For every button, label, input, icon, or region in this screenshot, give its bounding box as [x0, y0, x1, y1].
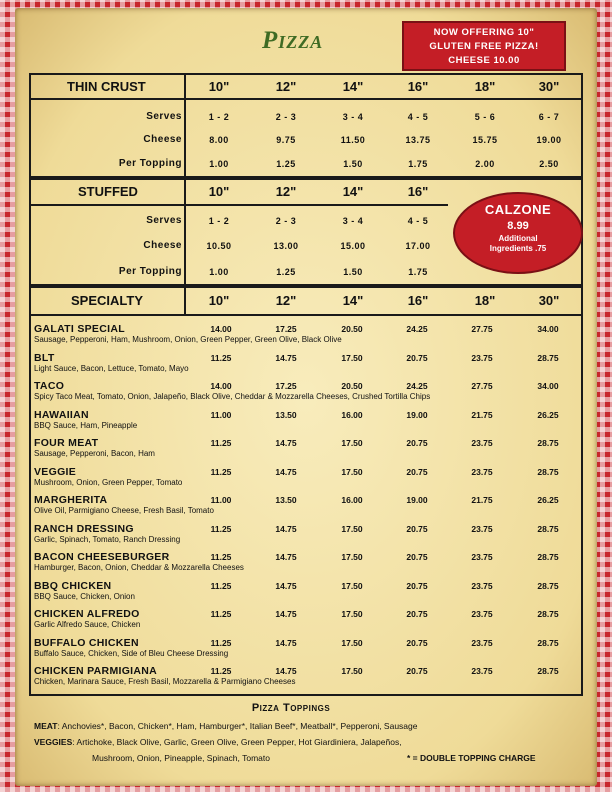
specialty-price: 11.25 — [210, 609, 232, 619]
specialty-name: VEGGIE — [34, 465, 77, 478]
specialty-price: 14.75 — [275, 666, 297, 676]
price-cell: 1 - 2 — [208, 216, 230, 226]
specialty-price: 14.75 — [275, 352, 297, 363]
specialty-price: 28.75 — [537, 580, 559, 591]
specialty-price: 11.25 — [210, 523, 232, 534]
size-header: 16" — [407, 79, 429, 94]
specialty-price: 20.75 — [406, 523, 428, 534]
price-cell: 11.50 — [340, 135, 366, 145]
price-cell: 6 - 7 — [538, 112, 560, 122]
specialty-price: 23.75 — [471, 637, 493, 648]
specialty-name: GALATI SPECIAL — [34, 323, 125, 335]
specialty-desc: Sausage, Pepperoni, Ham, Mushroom, Onion, Green Pepper, Green Olive, Black Olive — [34, 335, 342, 344]
size-header: 14" — [342, 293, 364, 308]
row-label: Per Topping — [118, 266, 182, 277]
specialty-name: RANCH DRESSING — [34, 522, 134, 535]
specialty-price: 17.50 — [341, 552, 363, 562]
specialty-price: 17.25 — [275, 324, 297, 334]
price-cell: 2 - 3 — [275, 216, 297, 226]
specialty-price: 14.75 — [275, 438, 297, 448]
specialty-name: BLT — [34, 351, 55, 364]
specialty-desc: Buffalo Sauce, Chicken, Side of Bleu Cheese Dressing — [34, 648, 229, 658]
specialty-price: 11.25 — [210, 466, 232, 477]
specialty-name: TACO — [34, 380, 65, 392]
calzone-ingredients: Ingredients .75 — [489, 244, 547, 253]
size-header: 14" — [342, 79, 364, 94]
price-cell: 3 - 4 — [342, 216, 364, 226]
specialty-desc: Olive Oil, Parmigiano Cheese, Fresh Basil, Tomato — [34, 506, 214, 515]
specialty-price: 28.75 — [537, 466, 559, 477]
specialty-desc: Light Sauce, Bacon, Lettuce, Tomato, Mayo — [34, 363, 189, 373]
specialty-price: 13.50 — [275, 409, 297, 420]
price-cell: 15.75 — [472, 135, 498, 145]
specialty-price: 28.75 — [537, 352, 559, 363]
specialty-price: 20.75 — [406, 666, 428, 676]
specialty-price: 11.25 — [210, 552, 232, 562]
specialty-price: 19.00 — [406, 495, 428, 505]
price-cell: 10.50 — [206, 241, 232, 251]
price-cell: 1 - 2 — [208, 112, 230, 122]
size-header: 30" — [538, 293, 560, 308]
calzone-badge — [453, 192, 583, 274]
meat-list: : Anchovies*, Bacon, Chicken*, Ham, Hamburger*, Italian Beef*, Meatball*, Pepperoni, Sausage — [57, 721, 418, 731]
specialty-name: BACON CHEESEBURGER — [34, 551, 170, 563]
specialty-price: 28.75 — [537, 637, 559, 648]
promo-line: NOW OFFERING 10" — [433, 27, 535, 38]
specialty-price: 21.75 — [471, 409, 493, 420]
specialty-price: 23.75 — [471, 438, 493, 448]
price-cell: 1.00 — [209, 267, 229, 277]
specialty-name: CHICKEN PARMIGIANA — [34, 665, 158, 677]
size-header: 18" — [474, 293, 496, 308]
stuffed-heading: STUFFED — [78, 184, 138, 199]
toppings-meat — [34, 721, 418, 731]
specialty-price: 17.50 — [341, 352, 363, 363]
specialty-desc: BBQ Sauce, Chicken, Onion — [34, 591, 135, 601]
specialty-price: 11.25 — [210, 637, 232, 648]
price-cell: 2.50 — [539, 159, 559, 169]
stuffed-header-rule — [29, 204, 448, 206]
price-cell: 8.00 — [209, 135, 229, 145]
page-title: Pizza — [262, 27, 324, 54]
specialty-price: 14.75 — [275, 637, 297, 648]
specialty-price: 28.75 — [537, 666, 559, 676]
price-cell: 1.75 — [408, 267, 428, 277]
price-cell: 1.50 — [343, 159, 363, 169]
price-cell: 9.75 — [276, 135, 296, 145]
specialty-price: 17.50 — [341, 637, 363, 648]
size-header: 14" — [342, 184, 364, 199]
specialty-price: 14.75 — [275, 552, 297, 562]
toppings-veggies — [34, 737, 402, 747]
specialty-price: 23.75 — [471, 352, 493, 363]
price-cell: 1.50 — [343, 267, 363, 277]
specialty-price: 23.75 — [471, 666, 493, 676]
size-header: 12" — [275, 184, 297, 199]
specialty-price: 14.75 — [275, 523, 297, 534]
specialty-name: MARGHERITA — [34, 494, 108, 506]
specialty-price: 20.75 — [406, 438, 428, 448]
specialty-name: FOUR MEAT — [34, 437, 99, 449]
specialty-price: 11.25 — [210, 666, 232, 676]
price-cell: 1.25 — [276, 267, 296, 277]
specialty-price: 17.50 — [341, 523, 363, 534]
price-cell: 2.00 — [475, 159, 495, 169]
specialty-price: 23.75 — [471, 523, 493, 534]
specialty-desc: BBQ Sauce, Ham, Pineapple — [34, 420, 138, 430]
size-header: 16" — [407, 293, 429, 308]
price-cell: 4 - 5 — [407, 216, 429, 226]
specialty-desc: Sausage, Pepperoni, Bacon, Ham — [34, 449, 155, 458]
specialty-price: 20.50 — [341, 381, 363, 391]
price-cell: 1.25 — [276, 159, 296, 169]
specialty-price: 11.00 — [210, 409, 232, 420]
calzone-name: CALZONE — [484, 202, 552, 217]
specialty-name: HAWAIIAN — [34, 408, 89, 421]
specialty-name: BUFFALO CHICKEN — [34, 636, 139, 649]
specialty-name: BBQ CHICKEN — [34, 579, 112, 592]
meat-label: MEAT — [34, 721, 58, 731]
specialty-price: 17.50 — [341, 438, 363, 448]
stuffed-divider — [184, 178, 186, 286]
specialty-price: 28.75 — [537, 609, 559, 619]
specialty-price: 23.75 — [471, 552, 493, 562]
row-label: Per Topping — [118, 158, 182, 169]
specialty-price: 24.25 — [406, 381, 428, 391]
specialty-price: 17.50 — [341, 609, 363, 619]
specialty-price: 20.75 — [406, 352, 428, 363]
specialty-price: 17.50 — [341, 466, 363, 477]
price-cell: 5 - 6 — [474, 112, 496, 122]
promo-line: CHEESE 10.00 — [448, 55, 520, 66]
promo-line: GLUTEN FREE PIZZA! — [429, 41, 539, 52]
size-header: 10" — [208, 293, 230, 308]
specialty-price: 14.00 — [210, 381, 232, 391]
toppings-heading: Pizza Toppings — [251, 702, 331, 714]
specialty-price: 11.00 — [210, 495, 232, 505]
specialty-price: 24.25 — [406, 324, 428, 334]
specialty-price: 14.75 — [275, 466, 297, 477]
specialty-price: 14.00 — [210, 324, 232, 334]
thin-divider — [184, 73, 186, 178]
veggies-label: VEGGIES — [34, 737, 73, 747]
row-label: Serves — [146, 215, 182, 226]
specialty-desc: Chicken, Marinara Sauce, Fresh Basil, Mozzarella & Parmigiano Cheeses — [34, 677, 296, 686]
specialty-desc: Garlic Alfredo Sauce, Chicken — [34, 620, 141, 629]
size-header: 12" — [275, 293, 297, 308]
specialty-price: 27.75 — [471, 381, 493, 391]
specialty-name: CHICKEN ALFREDO — [34, 608, 140, 620]
row-label: Cheese — [143, 134, 182, 145]
toppings-veggies-cont: Mushroom, Onion, Pineapple, Spinach, Tomato — [92, 753, 270, 763]
double-topping-note: * = DOUBLE TOPPING CHARGE — [407, 753, 536, 763]
thin-crust-heading: THIN CRUST — [67, 79, 146, 94]
calzone-price: 8.99 — [507, 220, 529, 232]
price-cell: 3 - 4 — [342, 112, 364, 122]
specialty-price: 20.75 — [406, 637, 428, 648]
specialty-price: 26.25 — [537, 495, 559, 505]
specialty-price: 11.25 — [210, 580, 232, 591]
price-cell: 13.00 — [273, 241, 299, 251]
specialty-price: 28.75 — [537, 552, 559, 562]
row-label: Cheese — [143, 240, 182, 251]
specialty-price: 20.75 — [406, 609, 428, 619]
price-cell: 1.00 — [209, 159, 229, 169]
size-header: 16" — [407, 184, 429, 199]
specialty-desc: Spicy Taco Meat, Tomato, Onion, Jalapeño, Black Olive, Cheddar & Mozzarella Cheeses, Crushed Tortilla Chips — [34, 392, 431, 401]
price-cell: 13.75 — [405, 135, 431, 145]
row-label: Serves — [146, 111, 182, 122]
specialty-price: 11.25 — [210, 352, 232, 363]
specialty-price: 17.50 — [341, 580, 363, 591]
specialty-price: 23.75 — [471, 580, 493, 591]
specialty-price: 26.25 — [537, 409, 559, 420]
specialty-price: 17.50 — [341, 666, 363, 676]
specialty-desc: Hamburger, Bacon, Onion, Cheddar & Mozzarella Cheeses — [34, 563, 244, 572]
specialty-price: 20.75 — [406, 552, 428, 562]
veggies-list: : Artichoke, Black Olive, Garlic, Green Olive, Green Pepper, Hot Giardiniera, Jalapeños, — [72, 737, 402, 747]
size-header: 10" — [208, 79, 230, 94]
specialty-price: 14.75 — [275, 609, 297, 619]
calzone-additional: Additional — [498, 234, 538, 243]
size-header: 10" — [208, 184, 230, 199]
specialty-price: 23.75 — [471, 466, 493, 477]
specialty-price: 34.00 — [537, 381, 559, 391]
specialty-price: 27.75 — [471, 324, 493, 334]
specialty-price: 14.75 — [275, 580, 297, 591]
specialty-price: 21.75 — [471, 495, 493, 505]
specialty-divider — [184, 286, 186, 316]
specialty-heading: SPECIALTY — [71, 293, 143, 308]
specialty-desc: Mushroom, Onion, Green Pepper, Tomato — [34, 477, 183, 487]
specialty-price: 19.00 — [406, 409, 428, 420]
specialty-price: 13.50 — [275, 495, 297, 505]
price-cell: 2 - 3 — [275, 112, 297, 122]
specialty-price: 16.00 — [341, 409, 363, 420]
price-cell: 1.75 — [408, 159, 428, 169]
specialty-desc: Garlic, Spinach, Tomato, Ranch Dressing — [34, 534, 181, 544]
specialty-price: 17.25 — [275, 381, 297, 391]
gluten-free-promo — [402, 21, 566, 71]
price-cell: 4 - 5 — [407, 112, 429, 122]
specialty-price: 20.75 — [406, 466, 428, 477]
specialty-price: 23.75 — [471, 609, 493, 619]
size-header: 12" — [275, 79, 297, 94]
specialty-price: 20.75 — [406, 580, 428, 591]
specialty-price: 28.75 — [537, 523, 559, 534]
size-header: 18" — [474, 79, 496, 94]
price-cell: 15.00 — [340, 241, 366, 251]
specialty-price: 20.50 — [341, 324, 363, 334]
size-header: 30" — [538, 79, 560, 94]
specialty-price: 16.00 — [341, 495, 363, 505]
specialty-price: 28.75 — [537, 438, 559, 448]
specialty-price: 34.00 — [537, 324, 559, 334]
price-cell: 17.00 — [405, 241, 431, 251]
price-cell: 19.00 — [536, 135, 562, 145]
specialty-price: 11.25 — [210, 438, 232, 448]
